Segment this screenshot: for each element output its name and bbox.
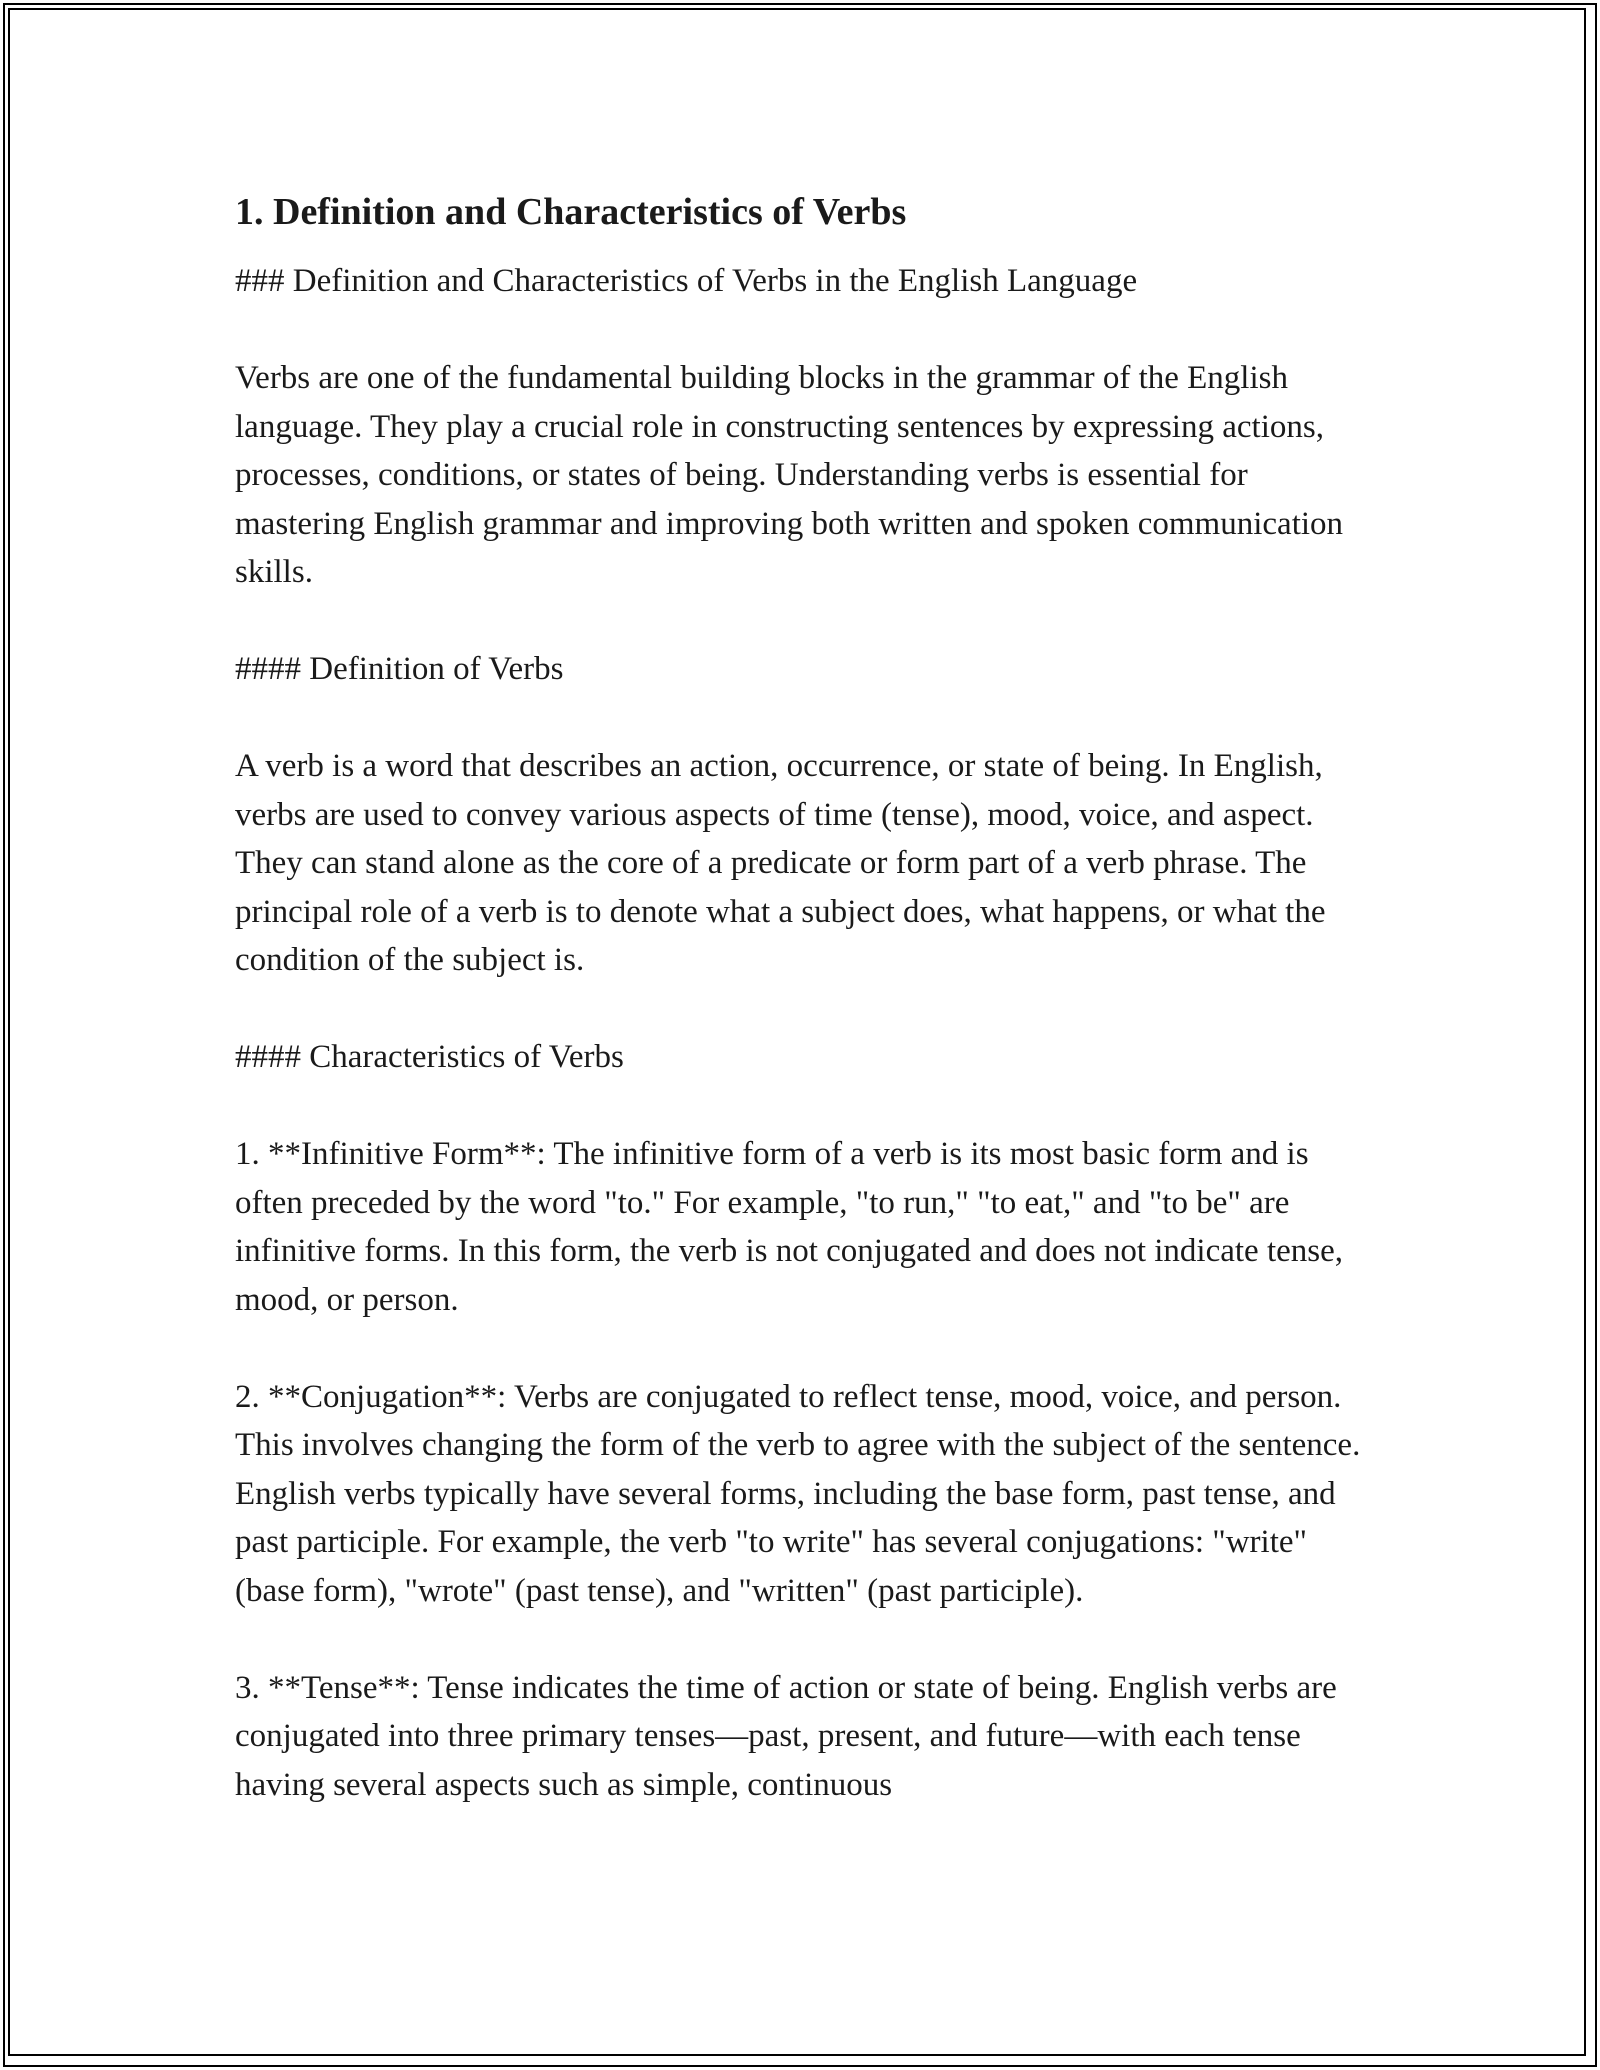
section-subtitle: ### Definition and Characteristics of Verbs in the English Language <box>235 263 1138 299</box>
definition-heading: #### Definition of Verbs <box>235 651 564 687</box>
document-body <box>235 185 1370 1858</box>
list-item-conjugation: 2. **Conjugation**: Verbs are conjugated to reflect tense, mood, voice, and person. This involves changing the form of the verb to agree with the subject of the sentence. English verbs typically have several forms, including the base form, past tense, and past participle. For example, the verb "to write" has several conjugations: "write" (base form), "wrote" (past tense), and "written" (past participle). <box>235 1378 1361 1609</box>
document-title: 1. Definition and Characteristics of Verbs <box>235 191 907 233</box>
intro-paragraph: Verbs are one of the fundamental building blocks in the grammar of the English language. They play a crucial role in constructing sentences by expressing actions, processes, conditions, or states of being. Understanding verbs is essential for mastering English grammar and improving both written and spoken communication skills. <box>235 360 1344 590</box>
list-item-infinitive: 1. **Infinitive Form**: The infinitive form of a verb is its most basic form and is often preceded by the word "to." For example, "to run," "to eat," and "to be" are infinitive forms. In this form, the verb is not conjugated and does not indicate tense, mood, or person. <box>235 1136 1343 1318</box>
definition-paragraph: A verb is a word that describes an action, occurrence, or state of being. In English, verbs are used to convey various aspects of time (tense), mood, voice, and aspect. They can stand alone as the core of a predicate or form part of a verb phrase. The principal role of a verb is to denote what a subject does, what happens, or what the condition of the subject is. <box>235 748 1326 978</box>
characteristics-heading: #### Characteristics of Verbs <box>235 1039 624 1075</box>
list-item-tense: 3. **Tense**: Tense indicates the time of action or state of being. English verbs are conjugated into three primary tenses—past, present, and future—with each tense having several aspects such as simple, continuous <box>235 1669 1337 1803</box>
